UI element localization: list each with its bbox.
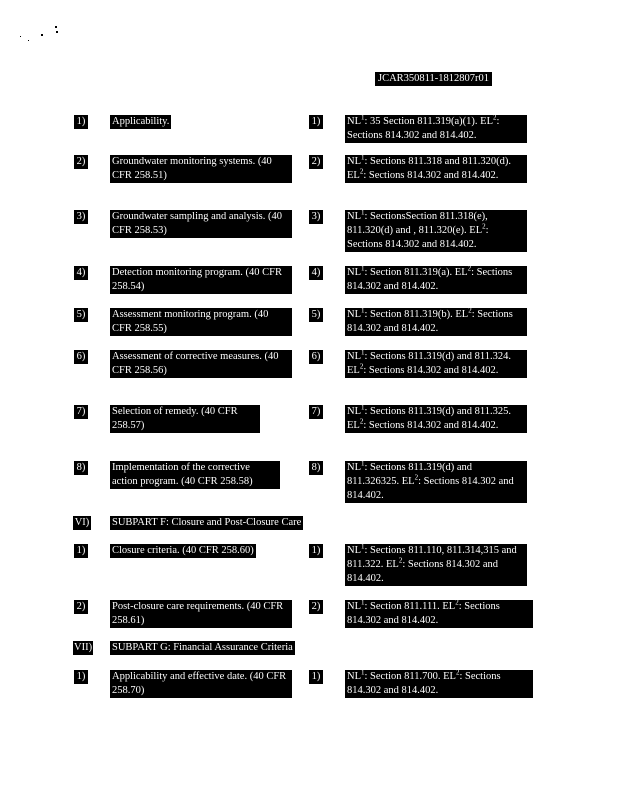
footnote-2: 2	[493, 113, 497, 122]
el-text: : Sections 814.302 and 814.402.	[347, 601, 500, 626]
federal-requirement: Implementation of the corrective action program. (40 CFR 258.58)	[110, 461, 280, 489]
nl-label: NL	[347, 462, 361, 473]
footnote-2: 2	[455, 668, 460, 677]
item-number: 3)	[74, 210, 88, 224]
item-number: 5)	[74, 308, 88, 322]
item-number: 7)	[74, 405, 88, 419]
scan-speck	[56, 31, 58, 33]
state-reference	[345, 405, 527, 433]
el-text: : Sections 814.302 and 814.402.	[347, 116, 500, 141]
reference-number: 2)	[309, 155, 323, 169]
footnote-2: 2	[482, 222, 486, 231]
footnote-1: 1	[361, 348, 365, 357]
state-reference	[345, 210, 527, 252]
reference-number: 4)	[309, 266, 323, 280]
footnote-1: 1	[361, 113, 365, 122]
section-heading: SUBPART G: Financial Assurance Criteria	[112, 642, 293, 653]
reference-number: 3)	[309, 210, 323, 224]
item-number: 8)	[74, 461, 88, 475]
federal-requirement: Groundwater sampling and analysis. (40 CFR 258.53)	[110, 210, 292, 238]
nl-label: NL	[347, 211, 361, 222]
nl-label: NL	[347, 267, 361, 278]
footnote-1: 1	[361, 306, 365, 315]
item-number: 1)	[74, 115, 88, 129]
federal-requirement: Assessment of corrective measures. (40 CFR 258.56)	[110, 350, 292, 378]
nl-text: : SectionsSection 811.318(e), 811.320(d) and , 811.320(e). EL	[347, 211, 488, 236]
footnote-2: 2	[414, 473, 419, 482]
state-reference	[345, 266, 527, 294]
reference-number: 1)	[309, 670, 323, 684]
state-reference	[345, 544, 527, 586]
el-text: : Sections 814.302 and 814.402.	[347, 225, 489, 250]
footnote-2: 2	[455, 598, 459, 607]
federal-requirement: Applicability and effective date. (40 CFR 258.70)	[110, 670, 292, 698]
federal-requirement: Selection of remedy. (40 CFR 258.57)	[110, 405, 260, 433]
footnote-1: 1	[361, 542, 365, 551]
nl-label: NL	[347, 406, 361, 417]
nl-text: : Section 811.319(a). EL	[364, 267, 468, 278]
federal-requirement: Closure criteria. (40 CFR 258.60)	[112, 545, 254, 556]
nl-label: NL	[347, 601, 361, 612]
item-number: 1)	[74, 670, 88, 684]
federal-requirement: Assessment monitoring program. (40 CFR 258.55)	[110, 308, 292, 336]
reference-number: 5)	[309, 308, 323, 322]
nl-text: : Section 811.319(b). EL	[364, 309, 469, 320]
scan-speck	[41, 34, 43, 36]
nl-label: NL	[347, 351, 361, 362]
nl-label: NL	[347, 156, 361, 167]
item-number: 2)	[74, 155, 88, 169]
el-text: : Sections 814.302 and 814.402.	[363, 420, 499, 431]
scan-speck	[28, 40, 29, 41]
nl-text: : Section 811.700. EL	[364, 671, 456, 682]
nl-text: : Sections 811.319(d) and 811.325. EL	[347, 406, 511, 431]
federal-requirement: Groundwater monitoring systems. (40 CFR 258.51)	[110, 155, 292, 183]
footnote-1: 1	[361, 403, 365, 412]
item-number: 1)	[74, 544, 88, 558]
item-number: 6)	[74, 350, 88, 364]
footnote-2: 2	[359, 167, 364, 176]
nl-text: : Sections 811.110, 811.314,315 and 811.322. EL	[347, 545, 517, 570]
nl-label: NL	[347, 545, 361, 556]
el-text: : Sections 814.302 and 814.402.	[363, 170, 499, 181]
federal-requirement: Post-closure care requirements. (40 CFR 258.61)	[110, 600, 292, 628]
el-text: : Sections 814.302 and 814.402.	[363, 365, 499, 376]
reference-number: 2)	[309, 600, 323, 614]
footnote-1: 1	[361, 153, 365, 162]
item-number: 2)	[74, 600, 88, 614]
state-reference	[345, 670, 533, 698]
nl-text: : 35 Section 811.319(a)(1). EL	[364, 116, 493, 127]
federal-requirement: Applicability.	[112, 116, 170, 127]
el-text: : Sections 814.302 and 814.402.	[347, 671, 501, 696]
nl-label: NL	[347, 309, 361, 320]
footnote-1: 1	[361, 668, 365, 677]
reference-number: 1)	[309, 115, 323, 129]
el-text: : Sections 814.302 and 814.402.	[347, 267, 513, 292]
footnote-1: 1	[361, 208, 365, 217]
reference-number: 7)	[309, 405, 323, 419]
nl-text: : Sections 811.318 and 811.320(d). EL	[347, 156, 511, 181]
nl-text: : Section 811.111. EL	[364, 601, 456, 612]
nl-label: NL	[347, 671, 361, 682]
footnote-2: 2	[468, 306, 472, 315]
scan-speck	[20, 36, 21, 37]
section-number: VI)	[74, 517, 90, 528]
document-id: JCAR350811-1812807r01	[375, 72, 492, 86]
el-text: : Sections 814.302 and 814.402.	[347, 309, 513, 334]
state-reference	[345, 461, 527, 503]
footnote-2: 2	[359, 417, 364, 426]
state-reference	[345, 350, 527, 378]
nl-label: NL	[347, 116, 361, 127]
nl-text: : Sections 811.319(d) and 811.324. EL	[347, 351, 511, 376]
footnote-1: 1	[361, 264, 365, 273]
reference-number: 8)	[309, 461, 323, 475]
footnote-1: 1	[361, 598, 365, 607]
footnote-1: 1	[361, 459, 365, 468]
federal-requirement: Detection monitoring program. (40 CFR 258.54)	[110, 266, 292, 294]
section-number: VII)	[74, 642, 93, 653]
section-heading: SUBPART F: Closure and Post-Closure Care	[112, 517, 302, 528]
footnote-2: 2	[359, 362, 364, 371]
footnote-2: 2	[398, 556, 403, 565]
nl-text: : Sections 811.319(d) and 811.326325. EL	[347, 462, 473, 487]
el-text: : Sections 814.302 and 814.402.	[347, 476, 514, 501]
state-reference	[345, 308, 527, 336]
state-reference	[345, 155, 527, 183]
reference-number: 6)	[309, 350, 323, 364]
state-reference	[345, 115, 527, 143]
item-number: 4)	[74, 266, 88, 280]
reference-number: 1)	[309, 544, 323, 558]
scan-speck	[55, 26, 57, 28]
footnote-2: 2	[467, 264, 472, 273]
el-text: : Sections 814.302 and 814.402.	[347, 559, 498, 584]
state-reference	[345, 600, 533, 628]
